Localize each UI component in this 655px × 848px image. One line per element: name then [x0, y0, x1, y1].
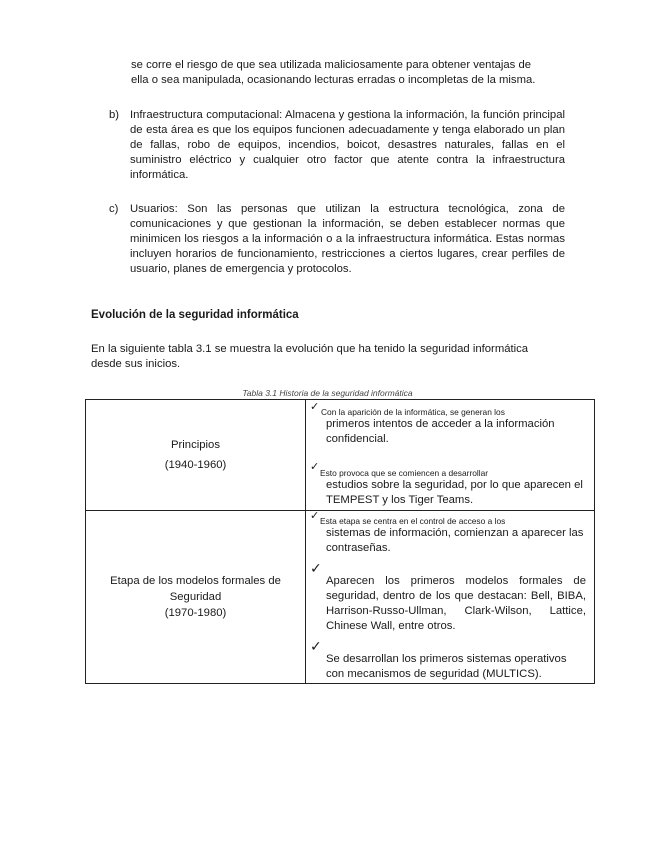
events-cell [306, 400, 595, 511]
event-text: Aparecen los primeros modelos formales de seguridad, dentro de los que destacan: Bell, BIBA, Harrison-Russo-Ullman, Clark-Wilson, Lattice, Chinese Wall, entre otros. [326, 575, 586, 632]
event-text: Se desarrollan los primeros sistemas operativos con mecanismos de seguridad (MULTICS). [326, 653, 567, 680]
event-item [306, 402, 594, 447]
events-cell [306, 511, 595, 684]
period-cell [86, 511, 306, 684]
list-marker: c) [109, 203, 119, 215]
check-icon: ✓ [310, 560, 322, 576]
event-text: estudios sobre la seguridad, por lo que aparecen el TEMPEST y los Tiger Teams. [326, 479, 583, 506]
period-label: Principios [171, 439, 220, 451]
table-caption: Tabla 3.1 Historia de la seguridad informática [242, 388, 413, 398]
event-text: sistemas de información, comienzan a aparecer las contraseñas. [326, 527, 584, 554]
check-icon: ✓ [310, 510, 320, 522]
list-item-text: Usuarios: Son las personas que utilizan la estructura tecnológica, zona de comunicaciones y que gestionan la información, se deben establecer normas que minimicen los riesgos a la información o a la infraestructura informática. Estas normas incluyen horarios de funcionamiento, restricciones a ciertos lugares, crear perfiles de usuario, planes de emergencia y protocolos. [130, 203, 565, 275]
table-row [86, 511, 595, 684]
list-item-text: Infraestructura computacional: Almacena y gestiona la información, la función principal de esta área es que los equipos funcionen adecuadamente y tenga elaborado un plan de fallas, robo de equipos, incendios, boicot, desastres naturales, fallas en el suministro eléctrico y cualquier otro factor que atente contra la infraestructura informática. [130, 109, 565, 181]
list-marker: b) [109, 109, 120, 121]
period-cell [86, 400, 306, 511]
period-years: (1970-1980) [164, 607, 227, 619]
check-icon: ✓ [310, 461, 320, 473]
period-years: (1940-1960) [164, 459, 227, 471]
intro-line-1: se corre el riesgo de que sea utilizada maliciosamente para obtener ventajas de [131, 59, 532, 71]
intro-line-2: ella o sea manipulada, ocasionando lecturas erradas o incompletas de la misma. [131, 74, 536, 86]
check-icon: ✓ [310, 638, 322, 654]
event-lead: Esta etapa se centra en el control de acceso a los [320, 516, 506, 526]
event-text: primeros intentos de acceder a la información confidencial. [326, 418, 555, 445]
history-table [85, 399, 595, 684]
check-icon: ✓ [310, 401, 320, 413]
section-paragraph: En la siguiente tabla 3.1 se muestra la evolución que ha tenido la seguridad informática desde sus inicios. [91, 343, 529, 370]
period-label: Etapa de los modelos formales de Seguridad [110, 575, 281, 603]
intro-continuation [131, 58, 551, 88]
event-item [306, 639, 594, 683]
event-lead: Esto provoca que se comiencen a desarrollar [320, 468, 489, 478]
list-item-c [109, 202, 569, 278]
event-item [306, 462, 594, 508]
event-lead: Con la aparición de la informática, se generan los [321, 407, 505, 417]
event-item [306, 511, 594, 556]
list-item-b [109, 108, 569, 184]
event-item [306, 561, 594, 634]
table-row [86, 400, 595, 511]
section-heading: Evolución de la seguridad informática [91, 309, 299, 321]
